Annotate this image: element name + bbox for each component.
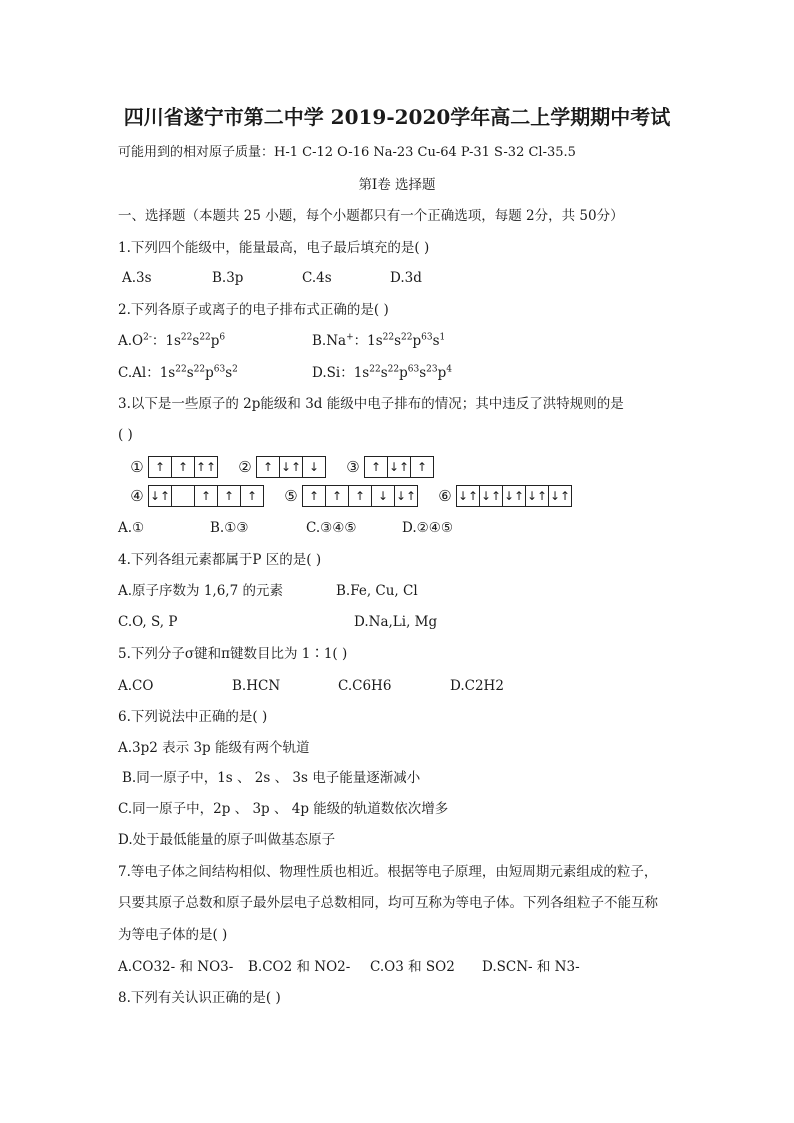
q2-d-config: $1s^{22}s^{22}p^{63}s^{23}p^4$: [353, 364, 452, 381]
q3-options: [118, 518, 453, 538]
orbital-box: ↓↑: [480, 486, 503, 506]
orbital-box: ↓↑: [526, 486, 549, 506]
orbital-box: ↓↑: [503, 486, 526, 506]
q4-option-c: C.O, S, P: [118, 614, 178, 630]
orbital-diagram-5: [302, 485, 418, 507]
orbital-box: ↑: [257, 457, 280, 477]
orbital-box: ↓↑: [149, 486, 172, 506]
orbital-box: ↓↑: [280, 457, 303, 477]
orbital-box: ↓: [372, 486, 395, 506]
q2-a-charge: 2-: [143, 332, 152, 343]
q4-option-b: B.Fe, Cu, Cl: [336, 583, 418, 599]
q2-b-label: B.Na: [312, 333, 347, 349]
orbital-row-2: [126, 484, 588, 508]
orbital-box: ↓↑: [388, 457, 411, 477]
q6-option-b: B.同一原子中，1s 、 2s 、 3s 电子能量逐渐减小: [122, 770, 421, 786]
q4-option-d: D.Na,Li, Mg: [354, 614, 438, 630]
q2-option-a: [118, 331, 225, 351]
orbital-diagram-2: [256, 456, 326, 478]
orbital-box: ↑: [365, 457, 388, 477]
q2-d-label: D.Si：: [312, 365, 354, 381]
orbital-box: ↑: [416, 460, 428, 474]
diagram-5-label: ⑤: [284, 487, 298, 505]
orbital-box: ↓↑: [395, 489, 417, 503]
q2-stem: 2.下列各原子或离子的电子排布式正确的是( ): [118, 302, 389, 318]
orbital-diagram-4: [148, 485, 264, 507]
orbital-box: ↑: [172, 457, 195, 477]
q2-option-b: [312, 331, 445, 351]
orbital-box: ↓↑: [549, 489, 571, 503]
orbital-diagram-1: [148, 456, 218, 478]
q6-option-a: A.3p2 表示 3p 能级有两个轨道: [118, 740, 310, 756]
q2-b-charge: +: [346, 332, 354, 343]
q5-option-b: B.HCN: [232, 678, 281, 694]
q4-stem: 4.下列各组元素都属于P 区的是( ): [118, 552, 322, 568]
q1-options: [122, 268, 422, 288]
q4-option-a: A.原子序数为 1,6,7 的元素: [118, 583, 283, 599]
q3-option-a: A.①: [118, 520, 145, 536]
diagram-4-label: ④: [130, 487, 144, 505]
q2-a-label: A.O: [118, 333, 144, 349]
q1-option-c: C.4s: [302, 270, 332, 286]
q1-option-a: A.3s: [122, 270, 152, 286]
q3-option-b: B.①③: [210, 520, 249, 536]
q3-option-c: C.③④⑤: [306, 520, 357, 536]
q2-a-config: ：$1s^{22}s^{22}p^6$: [151, 332, 226, 349]
q7-options: [118, 957, 580, 977]
diagram-2-label: ②: [238, 458, 252, 476]
orbital-box: ↑: [195, 486, 218, 506]
orbital-box: ↑: [349, 486, 372, 506]
orbital-box: ↑: [149, 457, 172, 477]
q1-option-d: D.3d: [390, 270, 422, 286]
orbital-box: ↑: [246, 489, 258, 503]
q6-option-d: D.处于最低能量的原子叫做基态原子: [118, 832, 336, 848]
q6-stem: 6.下列说法中正确的是( ): [118, 709, 268, 725]
q2-option-d: [312, 363, 452, 383]
q1-stem: 1.下列四个能级中，能量最高，电子最后填充的是( ): [118, 240, 430, 256]
orbital-row-1: [126, 455, 450, 479]
q7-option-d: D.SCN- 和 N3-: [482, 959, 580, 975]
q3-stem: 3.以下是一些原子的 2p能级和 3d 能级中电子排布的情况；其中违反了洪特规则的是: [118, 396, 624, 412]
q7-stem-line-2: 只要其原子总数和原子最外层电子总数相同，均可互称为等电子体。下列各组粒子不能互称: [118, 895, 658, 911]
orbital-box: ↑: [303, 486, 326, 506]
orbital-box: ↑: [218, 486, 241, 506]
orbital-box: ↑: [326, 486, 349, 506]
q5-option-d: D.C2H2: [450, 678, 504, 694]
q2-option-c: [118, 363, 238, 383]
orbital-diagram-3: [364, 456, 434, 478]
q7-option-c: C.O3 和 SO2: [370, 959, 455, 975]
q5-option-a: A.CO: [118, 678, 154, 694]
q5-options: [118, 676, 504, 696]
diagram-6-label: ⑥: [438, 487, 452, 505]
section-intro: 一、选择题（本题共 25 小题，每个小题都只有一个正确选项，每题 2分，共 50分）: [118, 208, 624, 224]
q8-stem: 8.下列有关认识正确的是( ): [118, 990, 281, 1006]
orbital-diagram-6: [456, 485, 572, 507]
q2-c-config: $1s^{22}s^{22}p^{63}s^2$: [159, 364, 238, 381]
q7-stem-line-3: 为等电子体的是( ): [118, 927, 228, 943]
q5-option-c: C.C6H6: [338, 678, 392, 694]
q7-option-b: B.CO2 和 NO2-: [248, 959, 351, 975]
orbital-box: ↑↑: [195, 460, 217, 474]
diagram-1-label: ①: [130, 458, 144, 476]
orbital-box: [172, 486, 195, 506]
q2-b-config: ：$1s^{22}s^{22}p^{63}s^1$: [353, 332, 446, 349]
orbital-box: ↓↑: [457, 486, 480, 506]
diagram-3-label: ③: [346, 458, 360, 476]
q5-stem: 5.下列分子σ键和π键数目比为 1∶1( ): [118, 646, 348, 662]
page-title: 四川省遂宁市第二中学 2019-2020学年高二上学期期中考试: [123, 105, 671, 129]
q3-paren: ( ): [118, 427, 133, 443]
q3-option-d: D.②④⑤: [402, 520, 453, 536]
atomic-masses-line: 可能用到的相对原子质量：H-1 C-12 O-16 Na-23 Cu-64 P-31 S-32 Cl-35.5: [118, 145, 576, 160]
q1-option-b: B.3p: [212, 270, 244, 286]
part-title: 第Ⅰ卷 选择题: [358, 177, 436, 193]
q6-option-c: C.同一原子中，2p 、 3p 、 4p 能级的轨道数依次增多: [118, 801, 449, 817]
orbital-box: ↓: [308, 460, 320, 474]
q7-option-a: A.CO32- 和 NO3-: [118, 959, 234, 975]
q7-stem-line-1: 7.等电子体之间结构相似、物理性质也相近。根据等电子原理，由短周期元素组成的粒子，: [118, 864, 658, 880]
q2-c-label: C.Al：: [118, 365, 160, 381]
